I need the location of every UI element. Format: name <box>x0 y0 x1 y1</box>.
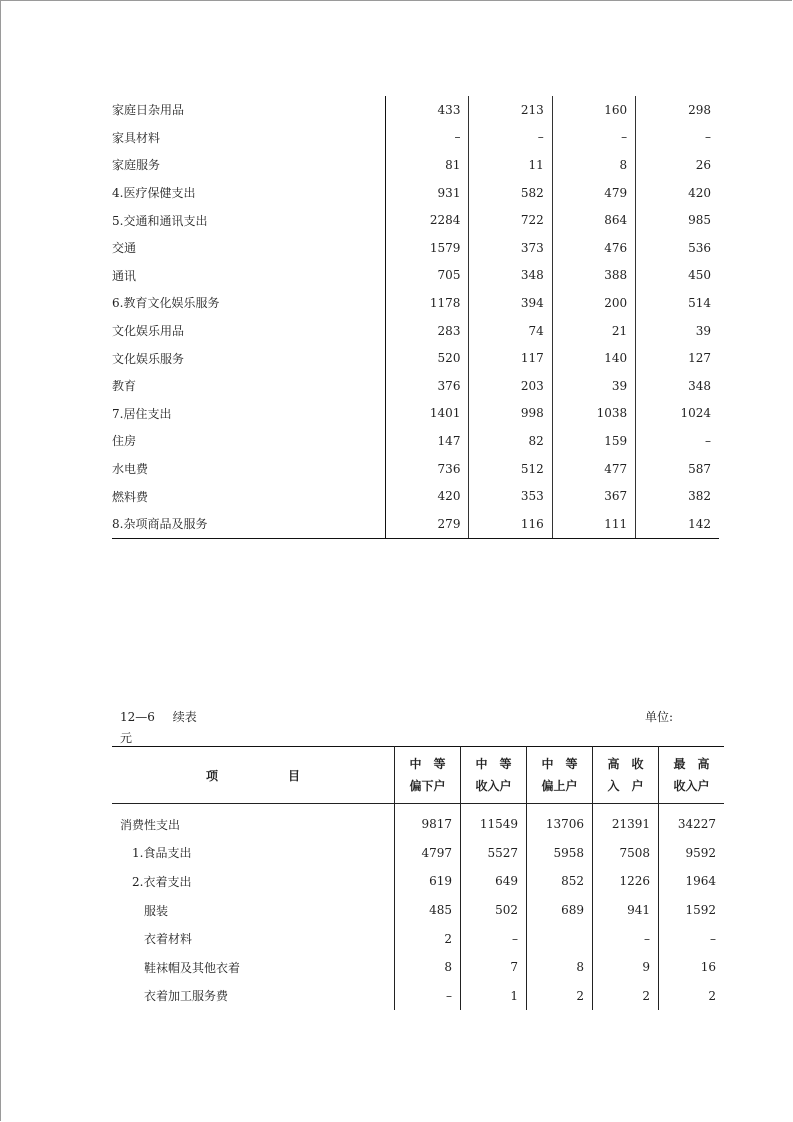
cell-value: 1038 <box>552 400 635 428</box>
cell-value: 514 <box>636 289 719 317</box>
cell-value: 74 <box>469 317 552 345</box>
cell-value: 367 <box>552 482 635 510</box>
header-item-part-a: 项 <box>205 768 218 783</box>
table-row <box>112 234 719 262</box>
table-row <box>112 982 724 1011</box>
row-label: 鞋袜帽及其他衣着 <box>144 960 241 975</box>
cell-value: 722 <box>469 206 552 234</box>
table-row <box>112 482 719 510</box>
table-row <box>112 400 719 428</box>
cell-value: 998 <box>469 400 552 428</box>
table-row <box>112 953 724 982</box>
row-label: 8.杂项商品及服务 <box>112 510 386 538</box>
row-label: 家具材料 <box>112 130 161 145</box>
row-label: 家庭服务 <box>112 158 161 173</box>
row-label: 4.医疗保健支出 <box>112 186 196 201</box>
table-row <box>112 510 719 538</box>
table-row <box>112 96 719 124</box>
table-row <box>112 289 719 317</box>
cell-value: 116 <box>469 510 552 538</box>
cell-value: 376 <box>386 372 469 400</box>
cell-value: 21 <box>552 317 635 345</box>
cell-value: 9817 <box>395 804 461 839</box>
table-row <box>112 896 724 925</box>
cell-value: 9592 <box>659 839 725 868</box>
table-row <box>112 179 719 207</box>
table-row <box>112 427 719 455</box>
cell-value: 16 <box>659 953 725 982</box>
cell-value: 348 <box>636 372 719 400</box>
header-col-lower-middle <box>395 747 461 804</box>
cell-value: 476 <box>552 234 635 262</box>
row-label: 1.食品支出 <box>132 846 192 861</box>
cell-value: 13706 <box>527 804 593 839</box>
cell-value: 450 <box>636 262 719 290</box>
cell-value <box>527 924 593 953</box>
cell-value: 1401 <box>386 400 469 428</box>
cell-value: 81 <box>386 151 469 179</box>
cell-value: 394 <box>469 289 552 317</box>
cell-value: 736 <box>386 455 469 483</box>
cell-value: 8 <box>527 953 593 982</box>
header-line1: 中 等 <box>475 757 512 771</box>
cell-value: 485 <box>395 896 461 925</box>
row-label: 5.交通和通讯支出 <box>112 213 208 228</box>
cell-value: 9 <box>593 953 659 982</box>
cell-value: 11549 <box>461 804 527 839</box>
cell-value: 26 <box>636 151 719 179</box>
cell-value: 348 <box>469 262 552 290</box>
cell-value: 7508 <box>593 839 659 868</box>
cell-value: 159 <box>552 427 635 455</box>
cell-value: 479 <box>552 179 635 207</box>
cell-value: – <box>636 124 719 152</box>
cell-value: 1592 <box>659 896 725 925</box>
row-label: 6.教育文化娱乐服务 <box>112 296 220 311</box>
cell-value: 200 <box>552 289 635 317</box>
cell-value: 864 <box>552 206 635 234</box>
row-label: 衣着加工服务费 <box>144 989 229 1004</box>
cell-value: 147 <box>386 427 469 455</box>
cell-value: 512 <box>469 455 552 483</box>
cell-value: 82 <box>469 427 552 455</box>
header-item-part-b: 目 <box>288 768 301 783</box>
cell-value: 279 <box>386 510 469 538</box>
cell-value: 127 <box>636 344 719 372</box>
header-line1: 中 等 <box>541 757 578 771</box>
cell-value: 5958 <box>527 839 593 868</box>
row-label: 交通 <box>112 241 137 256</box>
row-label: 文化娱乐用品 <box>112 324 185 339</box>
table-row <box>112 206 719 234</box>
cell-value: 1024 <box>636 400 719 428</box>
table-caption <box>120 708 197 725</box>
cell-value: 1178 <box>386 289 469 317</box>
cell-value: – <box>636 427 719 455</box>
unit-label: 单位: <box>645 710 674 724</box>
cell-value: 117 <box>469 344 552 372</box>
cell-value: – <box>659 924 725 953</box>
table-row <box>112 151 719 179</box>
cell-value: 705 <box>386 262 469 290</box>
table-row <box>112 124 719 152</box>
cell-value: 140 <box>552 344 635 372</box>
cell-value: 520 <box>386 344 469 372</box>
row-label: 服装 <box>144 903 169 918</box>
table-row <box>112 839 724 868</box>
expenditure-table-bottom <box>112 746 724 1010</box>
cell-value: – <box>395 982 461 1011</box>
table-title: 续表 <box>172 710 197 724</box>
row-label: 通讯 <box>112 268 137 283</box>
cell-value: 420 <box>386 482 469 510</box>
cell-value: 353 <box>469 482 552 510</box>
row-label: 2.衣着支出 <box>132 874 192 889</box>
row-label: 住房 <box>112 434 137 449</box>
cell-value: 21391 <box>593 804 659 839</box>
cell-value: 373 <box>469 234 552 262</box>
cell-value: 4797 <box>395 839 461 868</box>
cell-value: 298 <box>636 96 719 124</box>
cell-value: 941 <box>593 896 659 925</box>
cell-value: 931 <box>386 179 469 207</box>
cell-value: 536 <box>636 234 719 262</box>
header-line1: 高 收 <box>607 757 644 771</box>
cell-value: 582 <box>469 179 552 207</box>
cell-value: 11 <box>469 151 552 179</box>
cell-value: 1226 <box>593 867 659 896</box>
row-label: 水电费 <box>112 462 149 477</box>
header-line2: 偏下户 <box>409 779 446 793</box>
cell-value: 388 <box>552 262 635 290</box>
cell-value: 160 <box>552 96 635 124</box>
cell-value: 477 <box>552 455 635 483</box>
row-label: 燃料费 <box>112 489 149 504</box>
cell-value: 8 <box>395 953 461 982</box>
cell-value: 689 <box>527 896 593 925</box>
cell-value: 985 <box>636 206 719 234</box>
cell-value: 7 <box>461 953 527 982</box>
cell-value: 1579 <box>386 234 469 262</box>
cell-value: 433 <box>386 96 469 124</box>
cell-value: 2 <box>527 982 593 1011</box>
header-col-middle <box>461 747 527 804</box>
cell-value: 2 <box>593 982 659 1011</box>
cell-value: 34227 <box>659 804 725 839</box>
header-line2: 收入户 <box>475 779 512 793</box>
row-label: 文化娱乐服务 <box>112 351 185 366</box>
cell-value: 2 <box>395 924 461 953</box>
row-label: 家庭日杂用品 <box>112 103 185 118</box>
cell-value: 420 <box>636 179 719 207</box>
header-line1: 最 高 <box>673 757 710 771</box>
row-label: 衣着材料 <box>144 932 193 947</box>
table-number: 12—6 <box>120 710 155 724</box>
row-label: 消费性支出 <box>120 817 181 832</box>
cell-value: 283 <box>386 317 469 345</box>
cell-value: 852 <box>527 867 593 896</box>
cell-value: – <box>552 124 635 152</box>
table-row <box>112 804 724 839</box>
cell-value: 2 <box>659 982 725 1011</box>
expenditure-table-top <box>112 96 719 539</box>
header-col-upper-middle <box>527 747 593 804</box>
cell-value: 213 <box>469 96 552 124</box>
cell-value: – <box>461 924 527 953</box>
table-row <box>112 372 719 400</box>
cell-value: 1 <box>461 982 527 1011</box>
cell-value: 619 <box>395 867 461 896</box>
header-col-high <box>593 747 659 804</box>
cell-value: 502 <box>461 896 527 925</box>
cell-value: 2284 <box>386 206 469 234</box>
table-header-row <box>112 747 724 804</box>
cell-value: 1964 <box>659 867 725 896</box>
cell-value: 5527 <box>461 839 527 868</box>
row-label: 7.居住支出 <box>112 406 172 421</box>
header-item <box>112 747 395 804</box>
header-line1: 中 等 <box>409 757 446 771</box>
cell-value: 39 <box>552 372 635 400</box>
header-col-highest <box>659 747 725 804</box>
cell-value: – <box>386 124 469 152</box>
cell-value: – <box>469 124 552 152</box>
cell-value: 587 <box>636 455 719 483</box>
cell-value: 203 <box>469 372 552 400</box>
table-row <box>112 262 719 290</box>
table-row <box>112 344 719 372</box>
header-line2: 偏上户 <box>541 779 578 793</box>
table-row <box>112 924 724 953</box>
table-row <box>112 455 719 483</box>
cell-value: 142 <box>636 510 719 538</box>
cell-value: 111 <box>552 510 635 538</box>
cell-value: 382 <box>636 482 719 510</box>
cell-value: 8 <box>552 151 635 179</box>
table-row <box>112 317 719 345</box>
header-line2: 收入户 <box>673 779 710 793</box>
cell-value: – <box>593 924 659 953</box>
unit-value: 元 <box>120 731 133 745</box>
table-row <box>112 867 724 896</box>
cell-value: 649 <box>461 867 527 896</box>
cell-value: 39 <box>636 317 719 345</box>
header-line2: 入 户 <box>607 779 644 793</box>
row-label: 教育 <box>112 379 137 394</box>
